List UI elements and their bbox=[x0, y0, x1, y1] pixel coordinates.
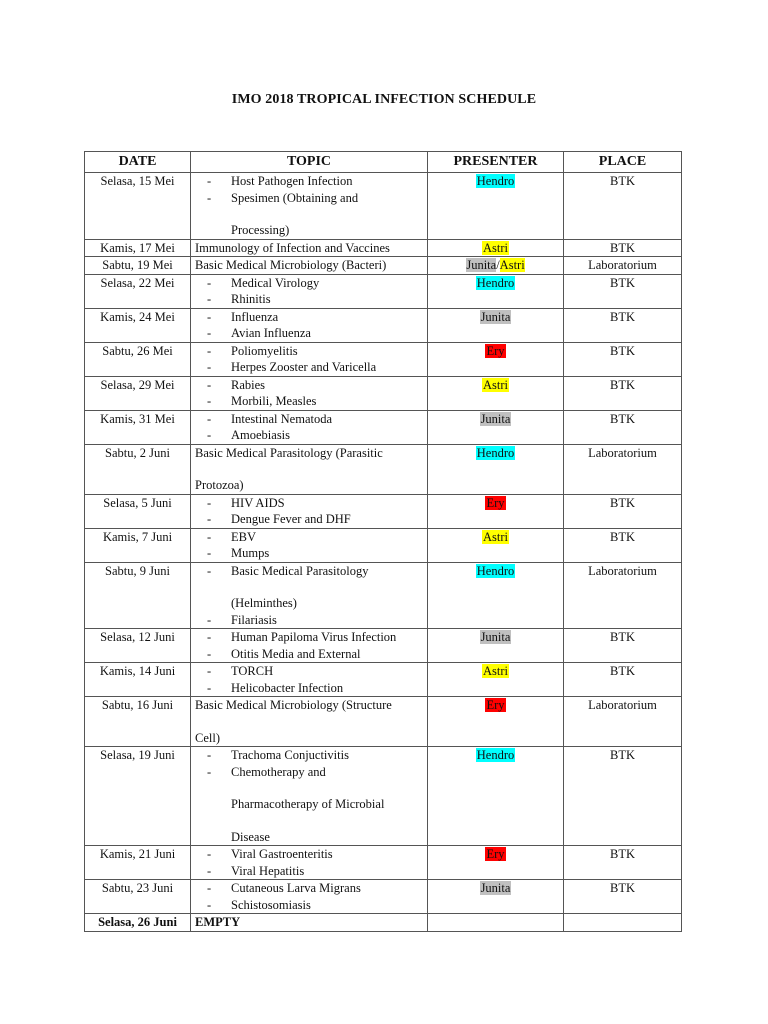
presenter-cell bbox=[428, 697, 564, 747]
topic-cell bbox=[191, 376, 428, 410]
topic-item: - Medical Virology bbox=[195, 275, 423, 292]
topic-cell bbox=[191, 274, 428, 308]
table-row bbox=[85, 846, 682, 880]
topic-item: - Avian Influenza bbox=[195, 325, 423, 342]
presenter-cell bbox=[428, 663, 564, 697]
presenter-cell bbox=[428, 173, 564, 240]
presenter-name: Junita bbox=[480, 881, 511, 895]
topic-cell bbox=[191, 173, 428, 240]
table-row bbox=[85, 528, 682, 562]
date-cell: Sabtu, 26 Mei bbox=[85, 342, 191, 376]
topic-item: - Cutaneous Larva Migrans bbox=[195, 880, 423, 897]
topic-item: - Rabies bbox=[195, 377, 423, 394]
topic-item: - EBV bbox=[195, 529, 423, 546]
table-row bbox=[85, 629, 682, 663]
presenter-cell bbox=[428, 239, 564, 257]
topic-item: - TORCH bbox=[195, 663, 423, 680]
presenter-name: Ery bbox=[486, 495, 505, 510]
table-row bbox=[85, 747, 682, 846]
topic-continuation: Disease bbox=[231, 829, 270, 844]
place-cell: BTK bbox=[564, 410, 682, 444]
place-cell: BTK bbox=[564, 308, 682, 342]
topic-cell bbox=[191, 697, 428, 747]
place-cell: BTK bbox=[564, 528, 682, 562]
topic-item: - Host Pathogen Infection bbox=[195, 173, 423, 190]
topic-item: - Dengue Fever and DHF bbox=[195, 511, 423, 528]
place-cell: BTK bbox=[564, 747, 682, 846]
presenter-name: Hendro bbox=[476, 445, 515, 460]
topic-item: - Otitis Media and External bbox=[195, 646, 423, 663]
date-cell: Selasa, 19 Juni bbox=[85, 747, 191, 846]
presenter-cell bbox=[428, 257, 564, 275]
topic-item: - Human Papiloma Virus Infection bbox=[195, 629, 423, 646]
date-cell: Sabtu, 16 Juni bbox=[85, 697, 191, 747]
place-cell bbox=[564, 914, 682, 932]
presenter-name: Hendro bbox=[476, 563, 515, 578]
topic-cell bbox=[191, 494, 428, 528]
topic-continuation: (Helminthes) bbox=[231, 596, 297, 610]
date-cell: Selasa, 15 Mei bbox=[85, 173, 191, 240]
table-row bbox=[85, 173, 682, 240]
topic-cell bbox=[191, 562, 428, 629]
topic-item: - Mumps bbox=[195, 545, 423, 562]
presenter-name: Junita bbox=[480, 411, 511, 426]
presenter-name: Astri bbox=[483, 240, 508, 255]
topic-cell bbox=[191, 846, 428, 880]
place-cell: Laboratorium bbox=[564, 562, 682, 629]
place-cell: BTK bbox=[564, 880, 682, 914]
presenter-name: Junita bbox=[480, 309, 511, 324]
place-cell: BTK bbox=[564, 376, 682, 410]
table-row bbox=[85, 274, 682, 308]
topic-line: Protozoa) bbox=[195, 478, 244, 492]
presenter-cell bbox=[428, 528, 564, 562]
date-cell: Kamis, 24 Mei bbox=[85, 308, 191, 342]
presenter-name: Junita bbox=[466, 258, 497, 272]
header-presenter: PRESENTER bbox=[428, 152, 564, 173]
place-cell: BTK bbox=[564, 663, 682, 697]
presenter-cell bbox=[428, 846, 564, 880]
topic-item: - Trachoma Conjuctivitis bbox=[195, 747, 423, 764]
topic-cell bbox=[191, 410, 428, 444]
table-row bbox=[85, 308, 682, 342]
place-cell: BTK bbox=[564, 173, 682, 240]
presenter-name: Hendro bbox=[476, 174, 515, 188]
topic-cell bbox=[191, 444, 428, 494]
table-row bbox=[85, 562, 682, 629]
presenter-cell bbox=[428, 880, 564, 914]
date-cell: Kamis, 14 Juni bbox=[85, 663, 191, 697]
place-cell: BTK bbox=[564, 239, 682, 257]
presenter-cell bbox=[428, 747, 564, 846]
table-row bbox=[85, 444, 682, 494]
document-title: IMO 2018 TROPICAL INFECTION SCHEDULE bbox=[231, 92, 537, 107]
topic-line: Basic Medical Microbiology (Structure bbox=[195, 698, 392, 712]
table-row bbox=[85, 697, 682, 747]
topic-cell bbox=[191, 747, 428, 846]
topic-line: Basic Medical Parasitology (Parasitic bbox=[195, 445, 383, 460]
date-cell: Selasa, 22 Mei bbox=[85, 274, 191, 308]
header-row bbox=[85, 152, 682, 173]
presenter-name: Ery bbox=[486, 343, 505, 358]
presenter-cell bbox=[428, 274, 564, 308]
presenter-cell bbox=[428, 308, 564, 342]
presenter-cell bbox=[428, 342, 564, 376]
topic-cell: Immunology of Infection and Vaccines bbox=[191, 239, 428, 257]
presenter-cell bbox=[428, 410, 564, 444]
topic-cell bbox=[191, 629, 428, 663]
place-cell: BTK bbox=[564, 629, 682, 663]
presenter-name: Astri bbox=[483, 664, 508, 678]
table-row bbox=[85, 494, 682, 528]
presenter-cell bbox=[428, 562, 564, 629]
date-cell: Kamis, 21 Juni bbox=[85, 846, 191, 880]
place-cell: BTK bbox=[564, 274, 682, 308]
date-cell: Kamis, 7 Juni bbox=[85, 528, 191, 562]
topic-continuation: Processing) bbox=[231, 223, 290, 237]
presenter-separator: / bbox=[496, 258, 500, 272]
topic-cell bbox=[191, 342, 428, 376]
topic-cell bbox=[191, 308, 428, 342]
topic-cell: Basic Medical Microbiology (Bacteri) bbox=[191, 257, 428, 275]
topic-item: - Rhinitis bbox=[195, 291, 423, 308]
topic-item: - Helicobacter Infection bbox=[195, 680, 423, 697]
date-cell: Sabtu, 9 Juni bbox=[85, 562, 191, 629]
header-place: PLACE bbox=[564, 152, 682, 173]
date-cell: Sabtu, 19 Mei bbox=[85, 257, 191, 275]
topic-item: - Amoebiasis bbox=[195, 427, 423, 444]
presenter-name: Astri bbox=[499, 258, 525, 272]
presenter-cell bbox=[428, 914, 564, 932]
header-date: DATE bbox=[85, 152, 191, 173]
topic-item: - Intestinal Nematoda bbox=[195, 411, 423, 428]
table-row bbox=[85, 880, 682, 914]
place-cell: BTK bbox=[564, 494, 682, 528]
table-row bbox=[85, 663, 682, 697]
date-cell: Sabtu, 23 Juni bbox=[85, 880, 191, 914]
date-cell: Kamis, 17 Mei bbox=[85, 239, 191, 257]
topic-item: - Basic Medical Parasitology bbox=[195, 563, 423, 596]
table-row bbox=[85, 239, 682, 257]
topic-cell bbox=[191, 528, 428, 562]
presenter-cell bbox=[428, 629, 564, 663]
date-cell: Selasa, 29 Mei bbox=[85, 376, 191, 410]
topic-continuation: Pharmacotherapy of Microbial bbox=[231, 797, 385, 811]
presenter-name: Ery bbox=[486, 847, 505, 861]
topic-item: - HIV AIDS bbox=[195, 495, 423, 512]
topic-item: - Spesimen (Obtaining and bbox=[195, 190, 423, 223]
table-row bbox=[85, 257, 682, 275]
presenter-name: Astri bbox=[483, 529, 508, 544]
topic-cell bbox=[191, 880, 428, 914]
presenter-name: Astri bbox=[483, 377, 508, 392]
topic-item: - Influenza bbox=[195, 309, 423, 326]
date-cell: Selasa, 26 Juni bbox=[85, 914, 191, 932]
topic-item: - Viral Gastroenteritis bbox=[195, 846, 423, 863]
topic-cell bbox=[191, 663, 428, 697]
schedule-table bbox=[84, 151, 682, 932]
table-row bbox=[85, 342, 682, 376]
date-cell: Selasa, 12 Juni bbox=[85, 629, 191, 663]
topic-item: - Herpes Zooster and Varicella bbox=[195, 359, 423, 376]
presenter-cell bbox=[428, 494, 564, 528]
table-row bbox=[85, 376, 682, 410]
presenter-name: Junita bbox=[480, 630, 511, 644]
place-cell: BTK bbox=[564, 846, 682, 880]
header-topic: TOPIC bbox=[191, 152, 428, 173]
table-row bbox=[85, 914, 682, 932]
table-row bbox=[85, 410, 682, 444]
presenter-cell bbox=[428, 376, 564, 410]
place-cell: Laboratorium bbox=[564, 257, 682, 275]
topic-item: - Schistosomiasis bbox=[195, 897, 423, 914]
topic-item: - Chemotherapy and bbox=[195, 764, 423, 797]
topic-cell: EMPTY bbox=[191, 914, 428, 932]
date-cell: Kamis, 31 Mei bbox=[85, 410, 191, 444]
presenter-name: Hendro bbox=[476, 748, 515, 762]
place-cell: Laboratorium bbox=[564, 697, 682, 747]
presenter-cell bbox=[428, 444, 564, 494]
topic-item: - Morbili, Measles bbox=[195, 393, 423, 410]
date-cell: Selasa, 5 Juni bbox=[85, 494, 191, 528]
place-cell: BTK bbox=[564, 342, 682, 376]
presenter-name: Hendro bbox=[476, 275, 515, 290]
place-cell: Laboratorium bbox=[564, 444, 682, 494]
topic-line: Cell) bbox=[195, 730, 220, 745]
date-cell: Sabtu, 2 Juni bbox=[85, 444, 191, 494]
topic-item: - Viral Hepatitis bbox=[195, 863, 423, 880]
topic-item: - Filariasis bbox=[195, 612, 423, 629]
topic-item: - Poliomyelitis bbox=[195, 343, 423, 360]
presenter-name: Ery bbox=[486, 698, 505, 712]
